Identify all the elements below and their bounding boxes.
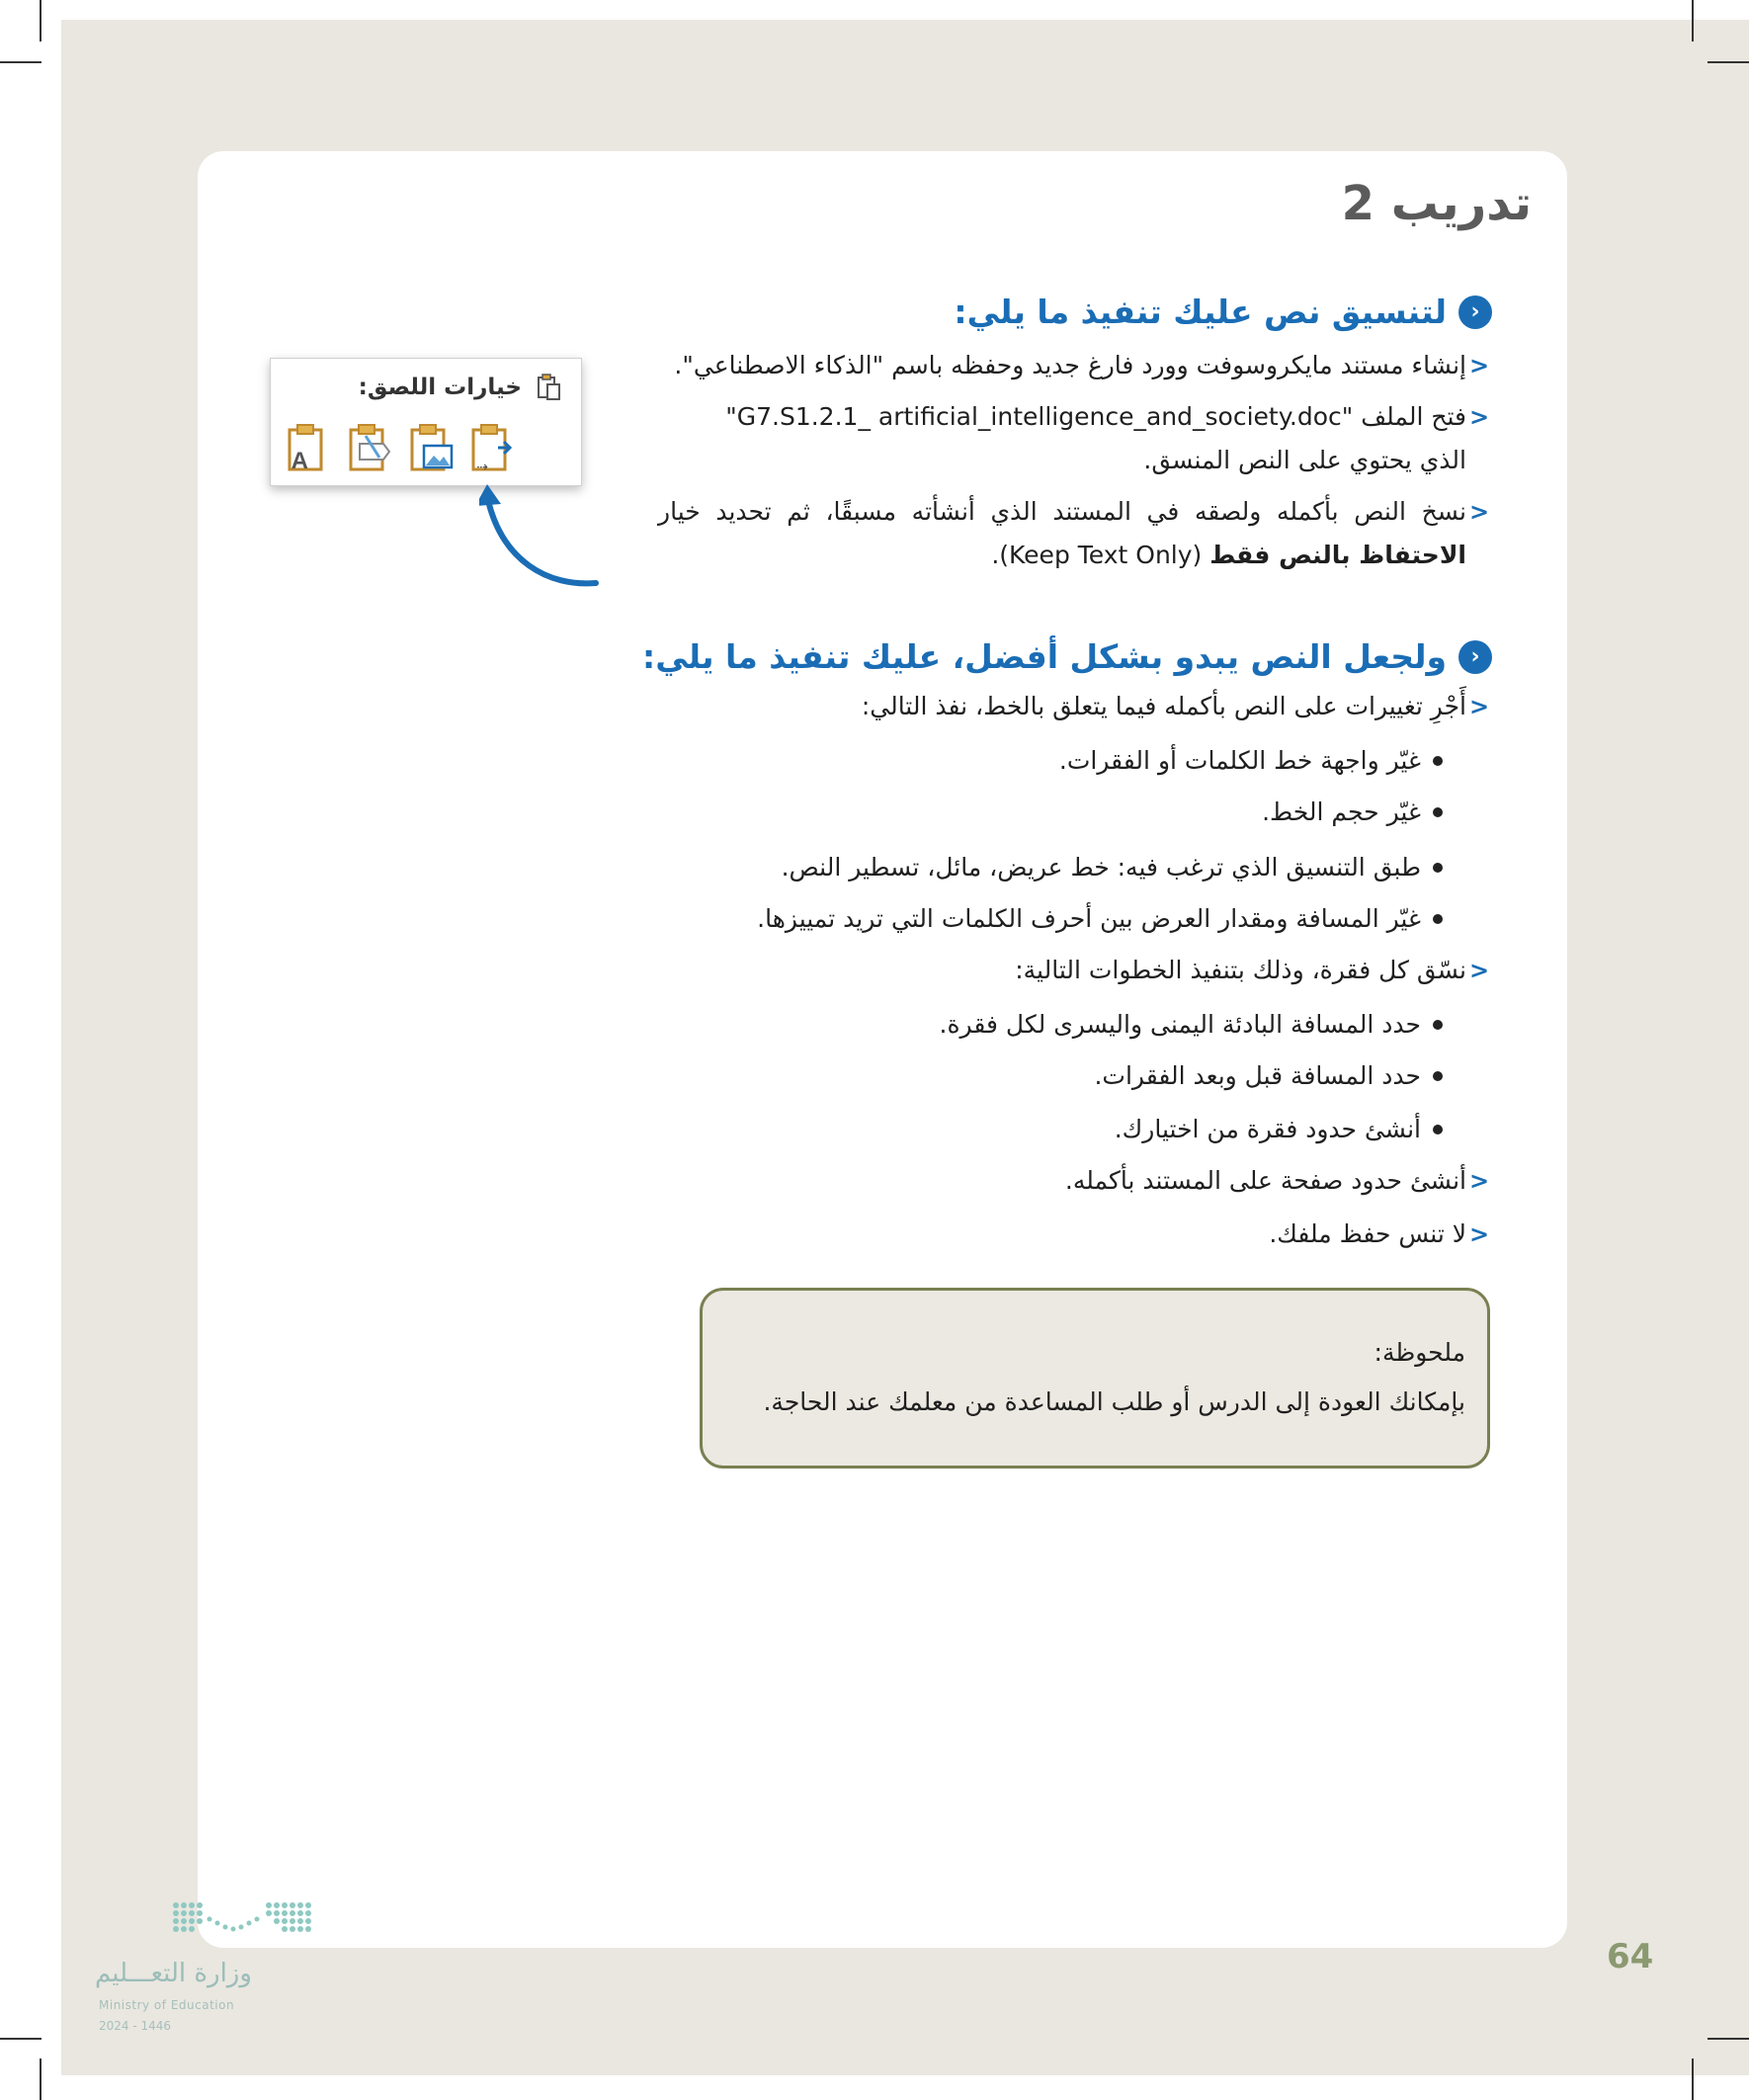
svg-text:A: A — [291, 448, 308, 473]
arrow-icon: < — [1468, 1167, 1490, 1195]
list-item-text — [725, 395, 1466, 482]
chevron-circle-icon: ‹ — [1458, 295, 1492, 329]
bullet-dot — [1433, 1071, 1443, 1081]
bullet-item — [1094, 1054, 1443, 1098]
note-text: بإمكانك العودة إلى الدرس أو طلب المساعدة من معلمك عند الحاجة. — [763, 1387, 1465, 1416]
ministry-name-arabic: وزارة التعـــليم — [95, 1959, 252, 1988]
bullet-text: حدد المسافة قبل وبعد الفقرات. — [1094, 1061, 1421, 1090]
bullet-text: غيّر واجهة خط الكلمات أو الفقرات. — [1058, 746, 1421, 775]
crop-mark — [1692, 0, 1694, 42]
bullet-dot — [1433, 1020, 1443, 1030]
ministry-year: 2024 - 1446 — [99, 2019, 172, 2033]
paste-options-label: خيارات اللصق: — [358, 375, 522, 400]
keep-text-only-label: الاحتفاظ بالنص فقط — [1209, 541, 1466, 569]
bullet-text: حدد المسافة البادئة اليمنى واليسرى لكل فقرة. — [939, 1010, 1421, 1039]
section2-heading-text: ولجعل النص يبدو بشكل أفضل، عليك تنفيذ ما يلي: — [642, 637, 1447, 676]
bullet-dot — [1433, 1125, 1443, 1134]
arrow-icon: < — [1468, 403, 1490, 431]
section1-heading — [954, 293, 1492, 331]
list-item — [862, 685, 1492, 728]
list-item-text: إنشاء مستند مايكروسوفت وورد فارغ جديد وحفظه باسم "الذكاء الاصطناعي". — [674, 351, 1466, 379]
curved-arrow-icon — [479, 482, 608, 593]
bullet-dot — [1433, 863, 1443, 873]
bullet-item — [757, 897, 1443, 941]
note-box — [700, 1288, 1490, 1469]
list-item — [674, 344, 1492, 387]
list-item-line: نسخ النص بأكمله ولصقه في المستند الذي أنشأته مسبقًا، ثم تحديد خيار — [658, 497, 1466, 526]
keep-text-only-english: (Keep Text Only). — [991, 541, 1210, 569]
bullet-item — [782, 846, 1443, 889]
arrow-icon: < — [1468, 498, 1490, 526]
paste-options-header — [359, 373, 563, 402]
list-item — [1065, 1159, 1492, 1203]
crop-mark — [0, 61, 42, 63]
bullet-dot — [1433, 756, 1443, 766]
keep-source-formatting-icon[interactable] — [468, 422, 518, 473]
crop-mark — [1707, 2038, 1749, 2040]
merge-formatting-icon[interactable] — [346, 422, 395, 473]
crop-mark — [1692, 2058, 1694, 2100]
bullet-item — [940, 1003, 1443, 1047]
list-item — [725, 395, 1492, 482]
bullet-item — [1059, 739, 1443, 783]
bullet-dot — [1433, 807, 1443, 817]
list-item-text: نسّق كل فقرة، وذلك بتنفيذ الخطوات التالية: — [1015, 956, 1466, 984]
section2-heading — [642, 637, 1492, 676]
list-item-line — [658, 534, 1466, 577]
list-item-text: أَجْرِ تغييرات على النص بأكمله فيما يتعلق بالخط، نفذ التالي: — [861, 692, 1466, 720]
list-item-text — [658, 490, 1466, 577]
bullet-item — [1115, 1108, 1443, 1151]
note-label: ملحوظة: — [1374, 1338, 1465, 1367]
bullet-text: أنشئ حدود فقرة من اختيارك. — [1114, 1115, 1421, 1143]
ministry-logo-icon — [170, 1899, 324, 1947]
bullet-dot — [1433, 914, 1443, 924]
arrow-icon: < — [1468, 957, 1490, 984]
list-item-text: لا تنس حفظ ملفك. — [1269, 1219, 1466, 1248]
list-item — [1269, 1213, 1492, 1256]
ministry-name-english: Ministry of Education — [99, 1998, 235, 2012]
arrow-icon: < — [1468, 352, 1490, 379]
crop-mark — [40, 2058, 42, 2100]
keep-text-only-icon[interactable] — [285, 422, 334, 473]
list-item — [1015, 949, 1492, 992]
bullet-text: غيّر المسافة ومقدار العرض بين أحرف الكلمات التي تريد تمييزها. — [757, 904, 1421, 933]
list-item-text: أنشئ حدود صفحة على المستند بأكمله. — [1064, 1166, 1466, 1195]
arrow-icon: < — [1468, 1220, 1490, 1248]
page-title: تدريب 2 — [1341, 176, 1532, 231]
crop-mark — [0, 2038, 42, 2040]
page-number: 64 — [1607, 1937, 1654, 1976]
list-item-line: الذي يحتوي على النص المنسق. — [1143, 446, 1466, 474]
section1-heading-text: لتنسيق نص عليك تنفيذ ما يلي: — [954, 293, 1447, 331]
clipboard-icon — [534, 373, 563, 402]
bullet-text: غيّر حجم الخط. — [1262, 798, 1421, 826]
chevron-circle-icon: ‹ — [1458, 640, 1492, 674]
arrow-icon: < — [1468, 693, 1490, 720]
paste-options-icons — [285, 422, 518, 473]
bullet-item — [1262, 791, 1443, 834]
crop-mark — [40, 0, 42, 42]
list-item-line: فتح الملف "G7.S1.2.1_ artificial_intelligence_and_society.doc" — [725, 402, 1466, 431]
list-item — [658, 490, 1492, 577]
picture-icon[interactable] — [407, 422, 457, 473]
svg-text:⇢: ⇢ — [476, 459, 488, 473]
crop-mark — [1707, 61, 1749, 63]
paste-options-popup — [270, 358, 582, 486]
bullet-text: طبق التنسيق الذي ترغب فيه: خط عريض، مائل، تسطير النص. — [781, 853, 1421, 882]
